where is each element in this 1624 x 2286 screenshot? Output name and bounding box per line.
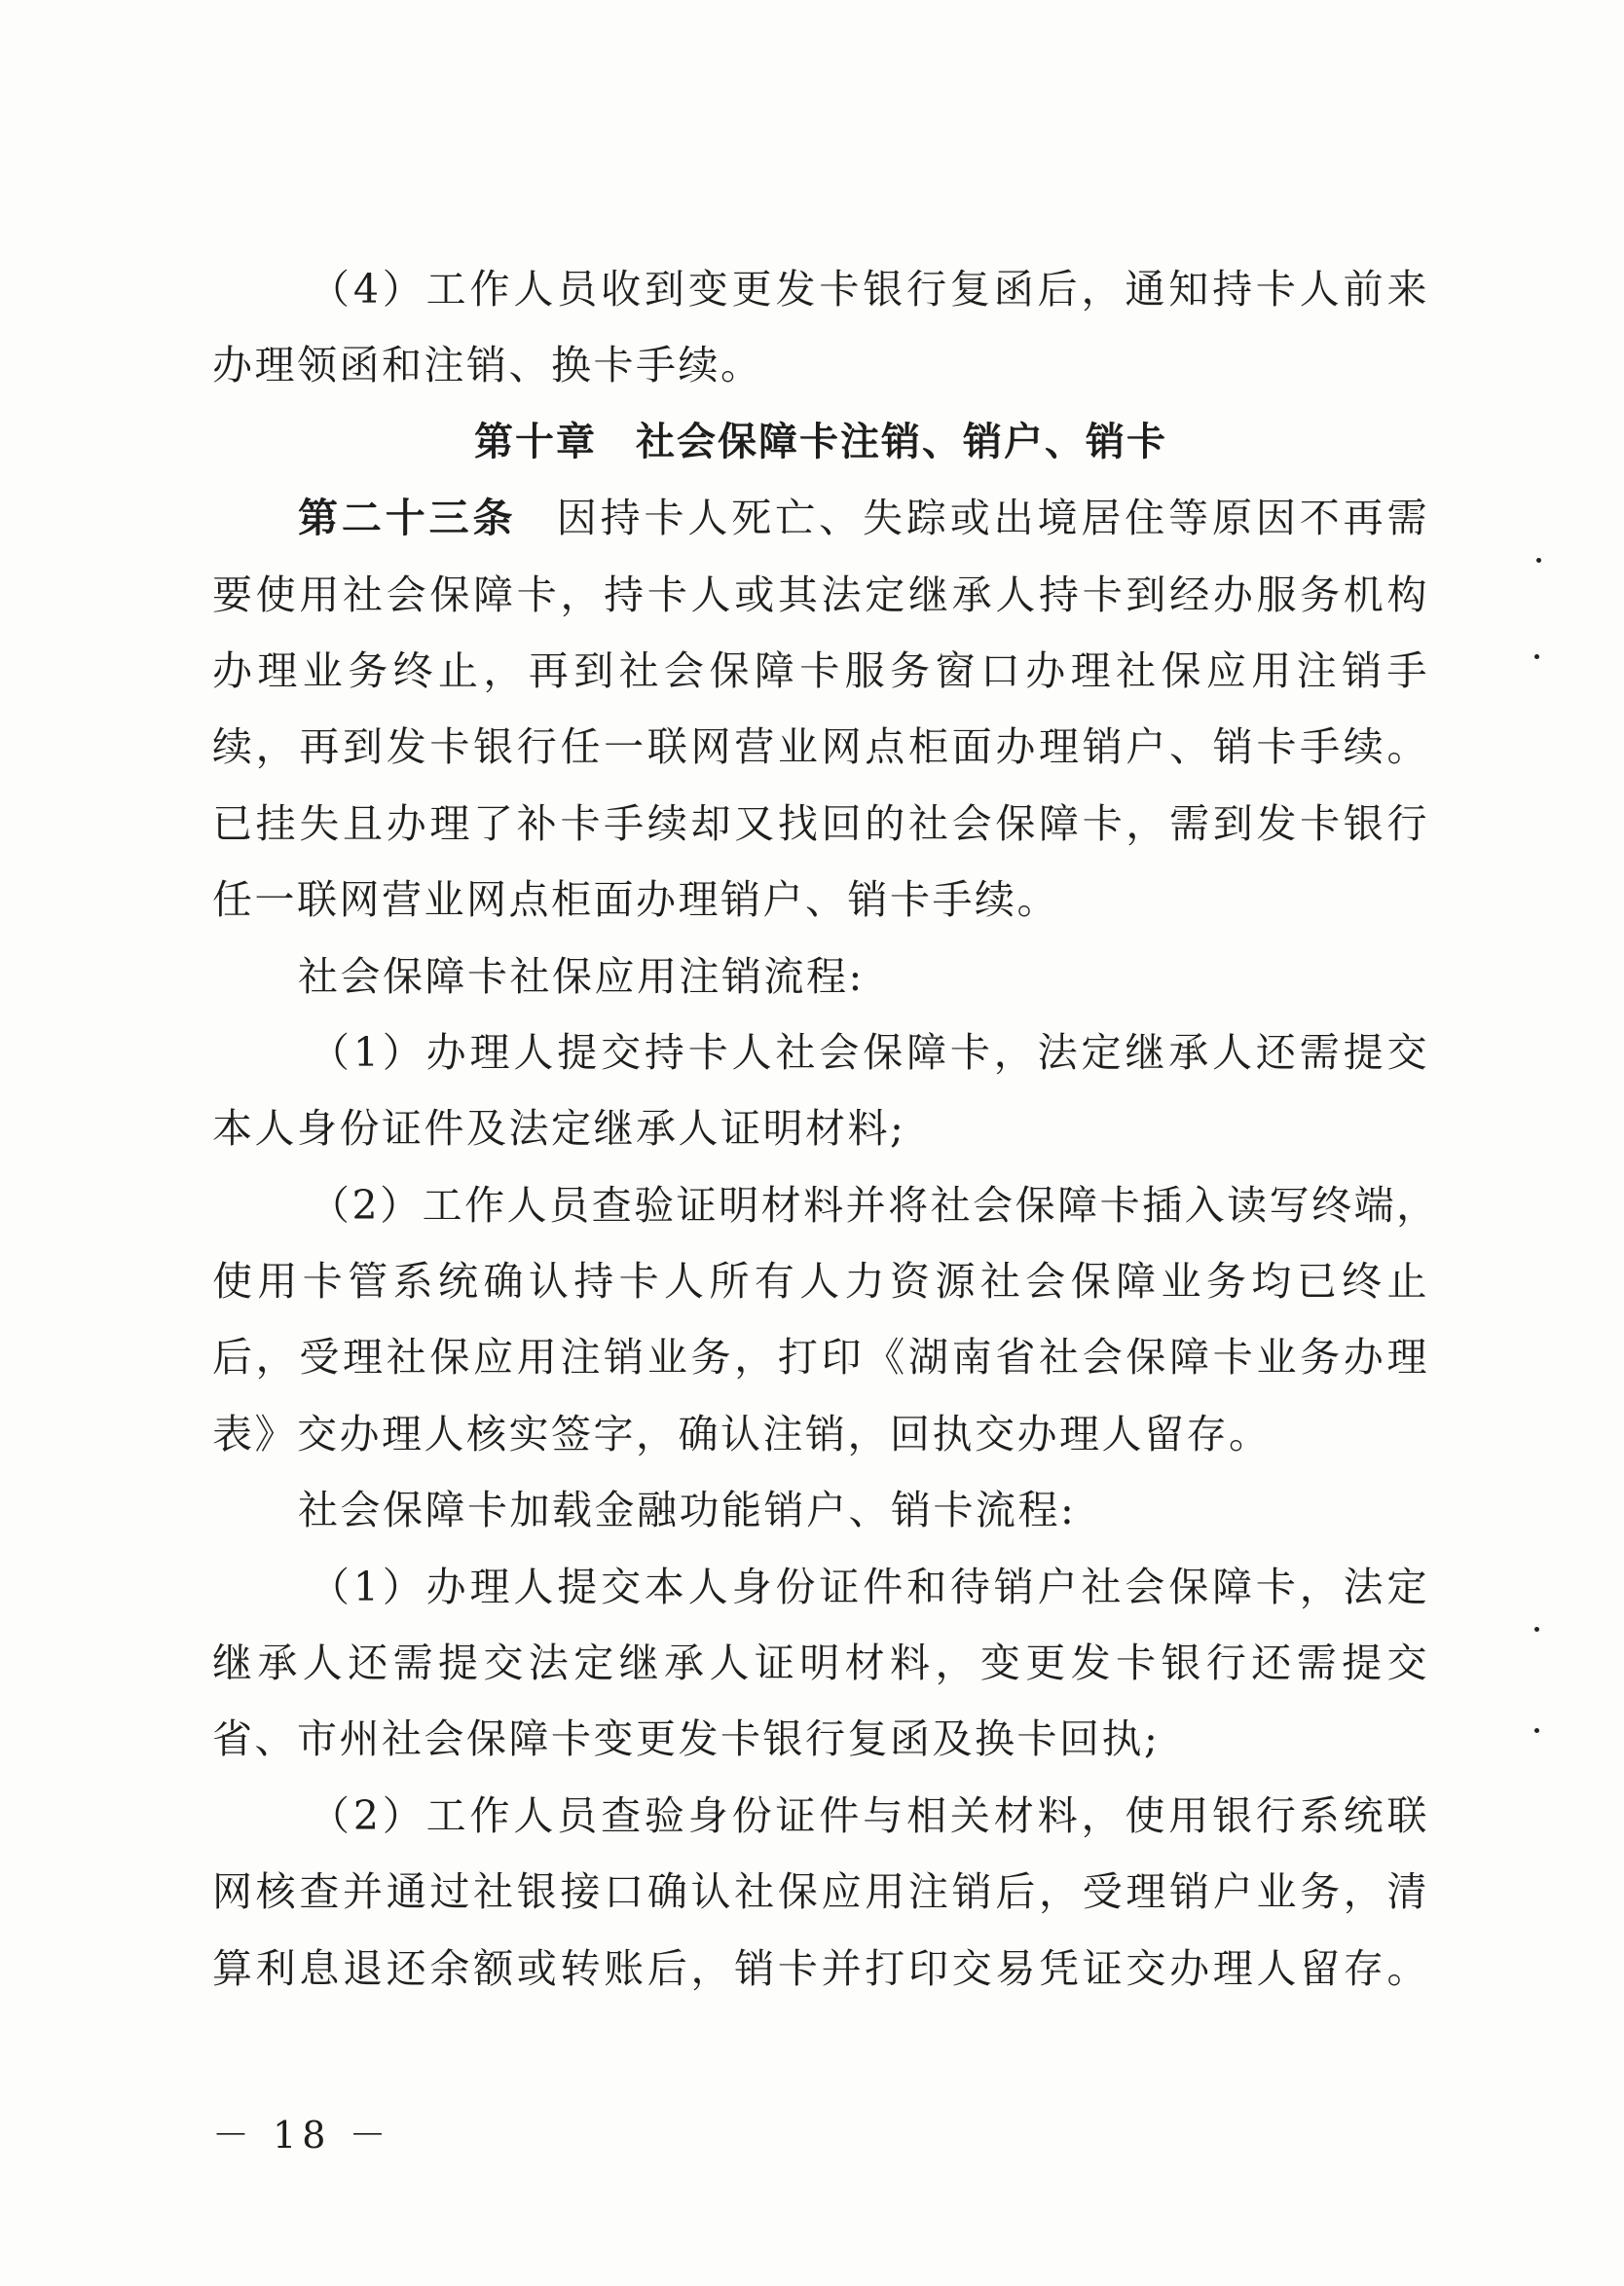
document-body [212,251,1439,2007]
paragraph-line: （4）工作人员收到变更发卡银行复函后，通知持卡人前来 [310,266,1429,313]
paragraph-line: 继承人还需提交法定继承人证明材料，变更发卡银行还需提交 [212,1640,1429,1687]
chapter-title: 社会保障卡注销、销户、销卡 [636,419,1167,464]
paragraph-line: 后，受理社保应用注销业务，打印《湖南省社会保障卡业务办理 [212,1334,1429,1382]
paragraph-line: 本人身份证件及法定继承人证明材料; [212,1105,906,1153]
paragraph-line: 省、市州社会保障卡变更发卡银行复函及换卡回执; [212,1715,1161,1763]
chapter-number: 第十章 [474,419,597,464]
paragraph-line: 任一联网营业网点柜面办理销户、销卡手续。 [212,876,1059,924]
scan-speck [1536,558,1541,563]
paragraph-line: （1）办理人提交持卡人社会保障卡，法定继承人还需提交 [310,1028,1429,1076]
article-first-line [212,480,1429,556]
paragraph-line: 表》交办理人核实签字，确认注销，回执交办理人留存。 [212,1410,1272,1457]
scan-speck [1534,1728,1539,1733]
paragraph-line: （2）工作人员查验身份证件与相关材料，使用银行系统联 [310,1791,1429,1839]
article-label: 第二十三条 [298,495,517,542]
scan-speck [1534,1627,1539,1632]
paragraph-line: （2）工作人员查验证明材料并将社会保障卡插入读写终端， [310,1181,1439,1229]
paragraph-line: 续，再到发卡银行任一联网营业网点柜面办理销户、销卡手续。 [212,723,1429,771]
paragraph-line: 办理业务终止，再到社会保障卡服务窗口办理社保应用注销手 [212,646,1429,694]
paragraph-line: 要使用社会保障卡，持卡人或其法定继承人持卡到经办服务机构 [212,571,1429,618]
paragraph-line: 社会保障卡加载金融功能销户、销卡流程: [298,1487,1077,1534]
paragraph-line: 算利息退还余额或转账后，销卡并打印交易凭证交办理人留存。 [212,1944,1429,1992]
scan-speck [1534,654,1539,659]
paragraph-line: 社会保障卡社保应用注销流程: [298,952,865,1000]
paragraph-line: 办理领函和注销、换卡手续。 [212,342,763,389]
paragraph-line: 网核查并通过社银接口确认社保应用注销后，受理销户业务，清 [212,1868,1429,1916]
paragraph-line: 已挂失且办理了补卡手续却又找回的社会保障卡，需到发卡银行 [212,799,1429,847]
page-number: － 18 － [212,2114,392,2157]
chapter-heading [212,404,1429,480]
article-text: 因持卡人死亡、失踪或出境居住等原因不再需 [555,495,1430,542]
paragraph-line: （1）办理人提交本人身份证件和待销户社会保障卡，法定 [310,1563,1429,1610]
paragraph-line: 使用卡管系统确认持卡人所有人力资源社会保障业务均已终止 [212,1258,1429,1306]
